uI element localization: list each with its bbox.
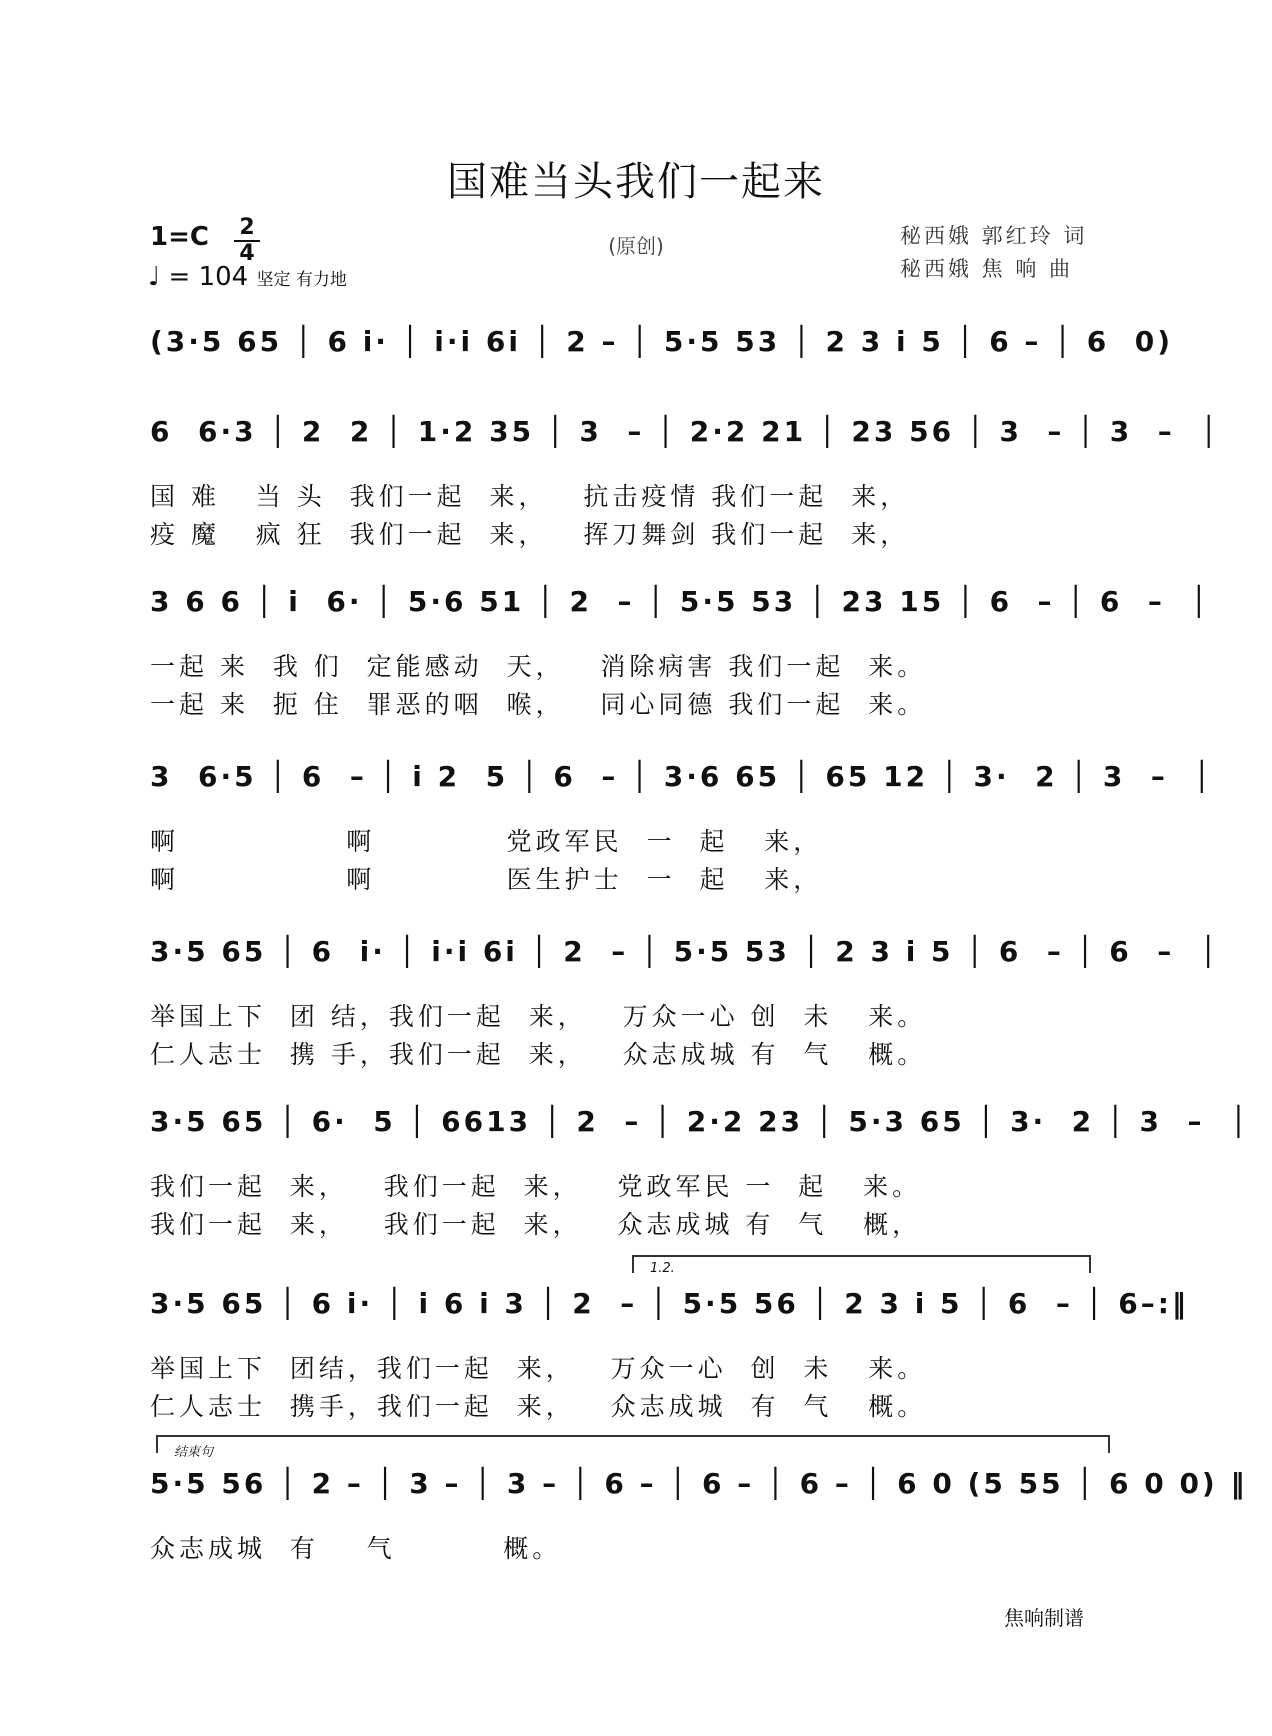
time-signature-top: 2 — [239, 215, 255, 240]
notation-row: 3·5 65 │ 6 i· │ i·i 6i │ 2 – │ 5·5 53 │ 2 3 i 5 │ 6 – │ 6 – │ — [150, 935, 1220, 968]
volta-bracket — [632, 1255, 1091, 1276]
lyric-verse-1: 众志成城 有 气 概。 — [150, 1534, 562, 1563]
score-line-5 — [150, 1105, 1250, 1245]
tempo-marking — [148, 262, 347, 292]
score-maker: 焦响制谱 — [1004, 1606, 1084, 1630]
notation-row: 3·5 65 │ 6· 5 │ 6613 │ 2 – │ 2·2 23 │ 5·3 65 │ 3· 2 │ 3 – │ — [150, 1105, 1250, 1138]
score-line-3 — [150, 760, 1214, 900]
lyric-verse-2: 一起 来 扼 住 罪恶的咽 喉， 同心同德 我们一起 来。 — [150, 690, 927, 719]
notation-row: 3 6·5 │ 6 – │ i 2 5 │ 6 – │ 3·6 65 │ 65 12 │ 3· 2 │ 3 – │ — [150, 760, 1214, 793]
tempo-value: = 104 — [168, 262, 249, 292]
notation-row: 3·5 65 │ 6 i· │ i 6 i 3 │ 2 – │ 5·5 56 │ 2 3 i 5 │ 6 – │ 6–:‖ — [150, 1287, 1189, 1320]
score-line-6 — [150, 1261, 1189, 1421]
lyric-verse-1: 一起 来 我 们 定能感动 天， 消除病害 我们一起 来。 — [150, 652, 927, 681]
lyric-verse-2: 疫 魔 疯 狂 我们一起 来， 挥刀舞剑 我们一起 来， — [150, 520, 910, 549]
tempo-expression: 坚定 有力地 — [256, 270, 347, 290]
lyric-verse-2: 仁人志士 携 手，我们一起 来， 众志成城 有 气 概。 — [150, 1040, 927, 1069]
notation-row: 3 6 6 │ i 6· │ 5·6 51 │ 2 – │ 5·5 53 │ 23 15 │ 6 – │ 6 – │ — [150, 585, 1211, 618]
lyricist-credit: 秘西娥 郭红玲 词 — [900, 224, 1088, 248]
score-line-4 — [150, 935, 1220, 1075]
notation-row: 5·5 56 │ 2 – │ 3 – │ 3 – │ 6 – │ 6 – │ 6 – │ 6 0 (5 55 │ 6 0 0) ‖ — [150, 1467, 1248, 1500]
lyric-verse-1: 举国上下 团 结，我们一起 来， 万众一心 创 未 来。 — [150, 1002, 927, 1031]
quarter-note-icon: ♩ — [148, 262, 161, 292]
notation-row: 6 6·3 │ 2 2 │ 1·2 35 │ 3 – │ 2·2 21 │ 23 56 │ 3 – │ 3 – │ — [150, 415, 1221, 448]
score-line-2 — [150, 585, 1211, 725]
coda-label: 结束句 — [174, 1445, 214, 1460]
score-title: 国难当头我们一起来 — [447, 159, 825, 205]
score-line-intro — [150, 325, 1174, 385]
coda-bracket — [156, 1435, 1110, 1460]
lyric-verse-1: 举国上下 团结，我们一起 来， 万众一心 创 未 来。 — [150, 1354, 927, 1383]
lyric-verse-1: 国 难 当 头 我们一起 来， 抗击疫情 我们一起 来， — [150, 482, 910, 511]
score-line-1 — [150, 415, 1221, 555]
lyric-verse-2: 我们一起 来， 我们一起 来， 众志成城 有 气 概， — [150, 1210, 922, 1239]
key-signature: 1=C — [150, 222, 209, 252]
score-line-coda — [150, 1435, 1248, 1563]
lyric-verse-2: 啊 啊 医生护士 一 起 来， — [150, 865, 823, 894]
notation-row: (3·5 65 │ 6 i· │ i·i 6i │ 2 – │ 5·5 53 │ 2 3 i 5 │ 6 – │ 6 0) — [150, 325, 1174, 358]
composer-credit: 秘西娥 焦 响 曲 — [900, 257, 1074, 281]
lyric-verse-1: 啊 啊 党政军民 一 起 来， — [150, 827, 823, 856]
lyric-verse-2: 仁人志士 携手，我们一起 来， 众志成城 有 气 概。 — [150, 1392, 927, 1421]
original-note: (原创) — [608, 234, 664, 258]
time-signature-bottom: 4 — [239, 241, 255, 266]
lyric-verse-1: 我们一起 来， 我们一起 来， 党政军民 一 起 来。 — [150, 1172, 922, 1201]
volta-label: 1.2. — [650, 1261, 675, 1276]
